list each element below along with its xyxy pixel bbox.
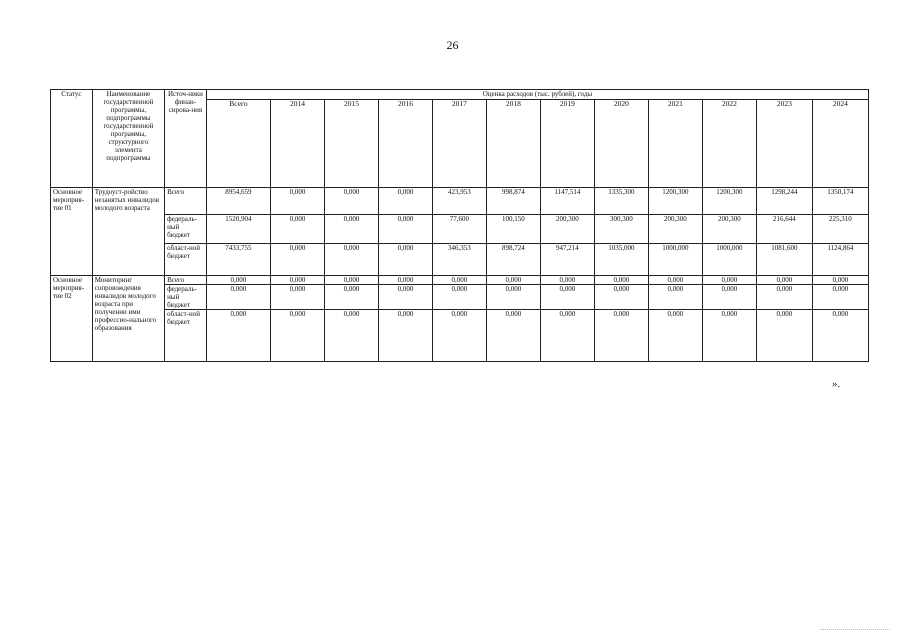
year-value-cell: 1000,000: [702, 244, 756, 276]
source-cell: Всего: [165, 188, 207, 215]
year-value-cell: 1147,514: [540, 188, 594, 215]
year-value-cell: 1000,000: [648, 244, 702, 276]
year-value-cell: 1124,864: [812, 244, 868, 276]
year-value-cell: 0,000: [540, 276, 594, 285]
header-year: 2022: [702, 100, 756, 188]
year-value-cell: 0,000: [756, 310, 812, 362]
year-value-cell: 200,300: [540, 215, 594, 244]
total-value-cell: 8954,659: [206, 188, 270, 215]
year-value-cell: 0,000: [648, 276, 702, 285]
year-value-cell: 0,000: [432, 276, 486, 285]
year-value-cell: 0,000: [378, 310, 432, 362]
year-value-cell: 0,000: [324, 188, 378, 215]
year-value-cell: 0,000: [812, 285, 868, 310]
year-value-cell: 300,300: [594, 215, 648, 244]
year-value-cell: 0,000: [378, 244, 432, 276]
year-value-cell: 0,000: [756, 276, 812, 285]
year-value-cell: 0,000: [594, 285, 648, 310]
year-value-cell: 0,000: [812, 276, 868, 285]
header-name: Наименование государственной программы, подпрограммы государственной программы, структурного элемента подпрограммы: [92, 90, 164, 188]
scan-stamp: [820, 629, 890, 636]
year-value-cell: 200,300: [702, 215, 756, 244]
year-value-cell: 0,000: [540, 285, 594, 310]
header-year: 2014: [270, 100, 324, 188]
page-number: 26: [446, 38, 459, 52]
year-value-cell: 1298,244: [756, 188, 812, 215]
table-row: [51, 215, 869, 244]
year-value-cell: 0,000: [648, 310, 702, 362]
header-year: 2015: [324, 100, 378, 188]
table-row: [51, 188, 869, 215]
total-value-cell: 0,000: [206, 310, 270, 362]
year-value-cell: 0,000: [540, 310, 594, 362]
header-year: 2018: [486, 100, 540, 188]
year-value-cell: 0,000: [594, 276, 648, 285]
year-value-cell: 0,000: [702, 285, 756, 310]
source-cell: област-ной бюджет: [165, 244, 207, 276]
year-value-cell: 0,000: [378, 188, 432, 215]
year-value-cell: 0,000: [812, 310, 868, 362]
table-row: [51, 285, 869, 310]
total-value-cell: 0,000: [206, 276, 270, 285]
year-value-cell: 100,150: [486, 215, 540, 244]
table-row: [51, 276, 869, 285]
year-value-cell: 998,874: [486, 188, 540, 215]
source-cell: Всего: [165, 276, 207, 285]
year-value-cell: 423,953: [432, 188, 486, 215]
year-value-cell: 1335,300: [594, 188, 648, 215]
total-value-cell: 7433,755: [206, 244, 270, 276]
name-cell: Трудоуст-ройство незанятых инвалидов молодого возраста: [92, 188, 164, 276]
year-value-cell: 200,300: [648, 215, 702, 244]
header-total: Всего: [206, 100, 270, 188]
year-value-cell: 77,600: [432, 215, 486, 244]
header-year: 2016: [378, 100, 432, 188]
status-cell: Основное мероприя-тие 02: [51, 276, 93, 362]
total-value-cell: 0,000: [206, 285, 270, 310]
year-value-cell: 0,000: [270, 188, 324, 215]
year-value-cell: 0,000: [486, 276, 540, 285]
year-value-cell: 0,000: [270, 285, 324, 310]
year-value-cell: 0,000: [378, 276, 432, 285]
year-value-cell: 0,000: [486, 310, 540, 362]
year-value-cell: 0,000: [324, 310, 378, 362]
year-value-cell: 0,000: [324, 215, 378, 244]
year-value-cell: 0,000: [432, 310, 486, 362]
year-value-cell: 1350,174: [812, 188, 868, 215]
year-value-cell: 1200,300: [702, 188, 756, 215]
source-cell: федераль-ный бюджет: [165, 285, 207, 310]
table-row: [51, 244, 869, 276]
year-value-cell: 1035,000: [594, 244, 648, 276]
year-value-cell: 346,353: [432, 244, 486, 276]
year-value-cell: 0,000: [702, 310, 756, 362]
year-value-cell: 0,000: [378, 215, 432, 244]
year-value-cell: 0,000: [270, 310, 324, 362]
year-value-cell: 0,000: [324, 285, 378, 310]
year-value-cell: 216,644: [756, 215, 812, 244]
year-value-cell: 0,000: [270, 276, 324, 285]
header-year: 2021: [648, 100, 702, 188]
year-value-cell: 898,724: [486, 244, 540, 276]
year-value-cell: 0,000: [756, 285, 812, 310]
name-cell: Мониторинг сопровождения инвалидов молодого возраста при получении ими профессио-нального образования: [92, 276, 164, 362]
source-cell: федераль-ный бюджет: [165, 215, 207, 244]
total-value-cell: 1520,904: [206, 215, 270, 244]
closing-mark: ».: [832, 378, 841, 390]
year-value-cell: 0,000: [378, 285, 432, 310]
header-source: Источ-ники финан-сирова-ния: [165, 90, 207, 188]
header-year: 2024: [812, 100, 868, 188]
year-value-cell: 0,000: [270, 244, 324, 276]
status-cell: Основное мероприя-тие 01: [51, 188, 93, 276]
year-value-cell: 0,000: [486, 285, 540, 310]
header-estimate: Оценка расходов (тыс. рублей), годы: [206, 90, 868, 100]
header-year: 2019: [540, 100, 594, 188]
year-value-cell: 0,000: [702, 276, 756, 285]
year-value-cell: 0,000: [432, 285, 486, 310]
year-value-cell: 0,000: [648, 285, 702, 310]
year-value-cell: 0,000: [270, 215, 324, 244]
budget-table: [50, 89, 869, 362]
year-value-cell: 0,000: [594, 310, 648, 362]
year-value-cell: 1081,600: [756, 244, 812, 276]
header-year: 2017: [432, 100, 486, 188]
header-year: 2020: [594, 100, 648, 188]
year-value-cell: 0,000: [324, 276, 378, 285]
year-value-cell: 225,310: [812, 215, 868, 244]
year-value-cell: 0,000: [324, 244, 378, 276]
year-value-cell: 947,214: [540, 244, 594, 276]
year-value-cell: 1200,300: [648, 188, 702, 215]
header-status: Статус: [51, 90, 93, 188]
header-year: 2023: [756, 100, 812, 188]
table-row: [51, 310, 869, 362]
source-cell: област-ной бюджет: [165, 310, 207, 362]
